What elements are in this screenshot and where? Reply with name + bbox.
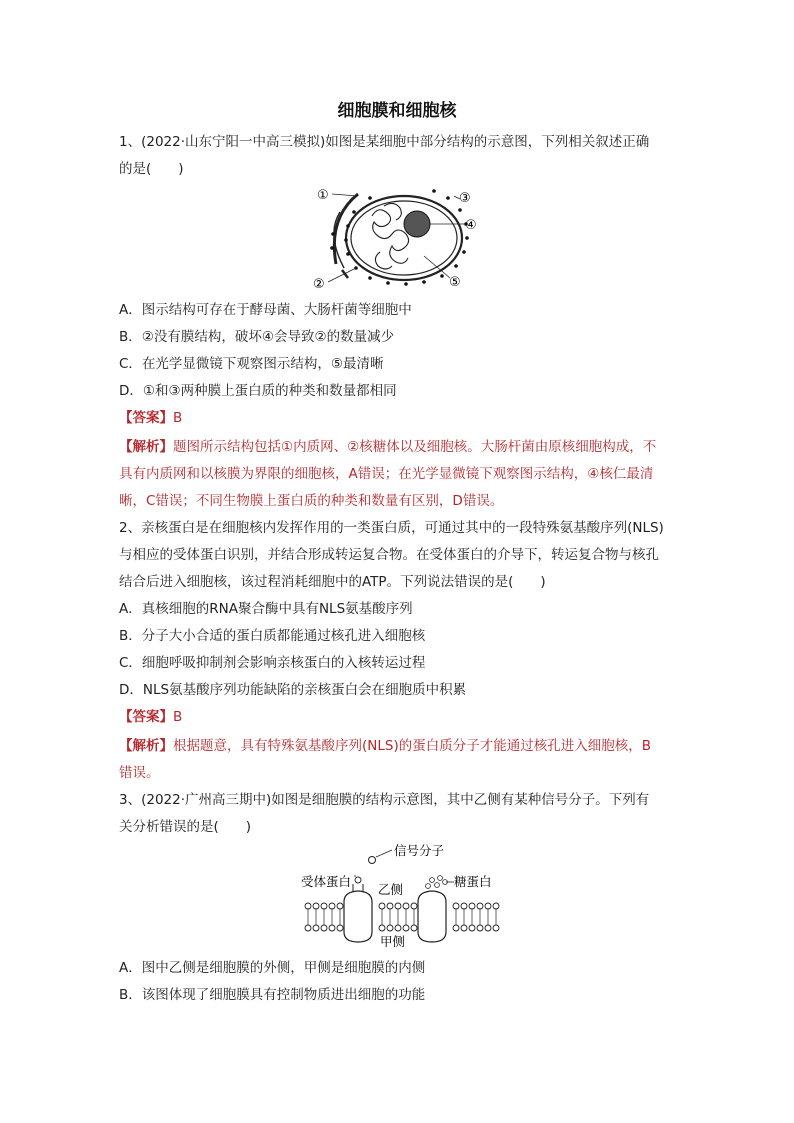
label-receptor: 受体蛋白 xyxy=(301,874,352,889)
q3-stem-line2: 关分析错误的是( ) xyxy=(119,819,252,835)
q1-analysis-line3: 晰，C错误；不同生物膜上蛋白质的种类和数量有区别，D错误。 xyxy=(119,493,504,509)
q2-analysis-text1: 根据题意，具有特殊氨基酸序列(NLS)的蛋白质分子才能通过核孔进入细胞核，B xyxy=(173,738,651,754)
label-side-yi: 乙侧 xyxy=(378,882,404,897)
signal-molecule xyxy=(369,857,376,864)
q1-stem-line1: 1、(2022·山东宁阳一中高三模拟)如图是某细胞中部分结构的示意图，下列相关叙述正确 xyxy=(119,134,650,150)
label-1: ① xyxy=(317,188,329,203)
q2-option-b: B．分子大小合适的蛋白质都能通过核孔进入细胞核 xyxy=(119,628,426,644)
q2-stem-line2: 与相应的受体蛋白识别，并结合形成转运复合物。在受体蛋白的介导下，转运复合物与核孔 xyxy=(119,547,659,563)
page-title: 细胞膜和细胞核 xyxy=(337,101,457,121)
q1-answer-label: 【答案】 xyxy=(119,410,173,426)
q1-analysis-text1: 题图所示结构包括①内质网、②核糖体以及细胞核。大肠杆菌由原核细胞构成，不 xyxy=(173,439,657,455)
nuclear-envelope-outer xyxy=(346,196,462,280)
q1-option-b: B．②没有膜结构，破坏④会导致②的数量减少 xyxy=(119,329,395,345)
label-5: ⑤ xyxy=(449,275,461,290)
bilayer-tails xyxy=(308,909,496,925)
bilayer-heads-bottom xyxy=(305,925,499,931)
q2-stem-line1: 2、亲核蛋白是在细胞核内发挥作用的一类蛋白质，可通过其中的一段特殊氨基酸序列(NLS) xyxy=(119,520,664,536)
q1-analysis-line1 xyxy=(119,437,656,457)
glycoprotein xyxy=(418,891,446,942)
q2-stem-line3: 结合后进入细胞核，该过程消耗细胞中的ATP。下列说法错误的是( ) xyxy=(119,574,546,590)
q3-option-b: B．该图体现了细胞膜具有控制物质进出细胞的功能 xyxy=(119,987,426,1003)
q2-answer-label: 【答案】 xyxy=(119,709,173,725)
q1-analysis-line2: 具有内质网和以核膜为界限的细胞核，A错误；在光学显微镜下观察图示结构，④核仁最清 xyxy=(119,466,654,482)
label-signal: 信号分子 xyxy=(394,843,445,858)
q1-option-c: C．在光学显微镜下观察图示结构，⑤最清晰 xyxy=(119,356,384,372)
nucleolus xyxy=(404,211,430,237)
nuclear-envelope-inner xyxy=(351,201,457,275)
label-2: ② xyxy=(313,277,325,290)
receptor-protein xyxy=(344,891,372,942)
bilayer-heads-top xyxy=(305,903,499,909)
cell-structure-figure xyxy=(300,182,490,290)
q1-analysis-label: 【解析】 xyxy=(119,439,173,455)
q1-answer-value: B xyxy=(173,410,183,426)
q2-answer xyxy=(119,707,182,727)
chromatin xyxy=(372,203,409,269)
label-side-jia: 甲侧 xyxy=(380,934,406,949)
q2-analysis-line2: 错误。 xyxy=(119,765,160,781)
label-glyco: 糖蛋白 xyxy=(454,874,492,889)
q3-option-a: A．图中乙侧是细胞膜的外侧，甲侧是细胞膜的内侧 xyxy=(119,960,426,976)
q2-analysis-line1 xyxy=(119,736,651,756)
label-4: ④ xyxy=(465,218,477,233)
q2-analysis-label: 【解析】 xyxy=(119,738,173,754)
q1-answer xyxy=(119,408,182,428)
receptor-site xyxy=(355,877,361,883)
q2-option-c: C．细胞呼吸抑制剂会影响亲核蛋白的入核转运过程 xyxy=(119,655,426,671)
label-3: ③ xyxy=(459,191,471,206)
q1-option-a: A．图示结构可存在于酵母菌、大肠杆菌等细胞中 xyxy=(119,302,412,318)
q3-stem-line1: 3、(2022·广州高三期中)如图是细胞膜的结构示意图，其中乙侧有某种信号分子。下列有 xyxy=(119,792,650,808)
q2-answer-value: B xyxy=(173,709,183,725)
q1-option-d: D．①和③两种膜上蛋白质的种类和数量都相同 xyxy=(119,383,397,399)
q2-option-d: D．NLS氨基酸序列功能缺陷的亲核蛋白会在细胞质中积累 xyxy=(119,682,467,698)
cell-membrane-figure xyxy=(296,842,508,950)
q2-option-a: A．真核细胞的RNA聚合酶中具有NLS氨基酸序列 xyxy=(119,601,413,617)
sugar-chain xyxy=(426,876,448,889)
q1-stem-line2: 的是( ) xyxy=(119,161,184,177)
